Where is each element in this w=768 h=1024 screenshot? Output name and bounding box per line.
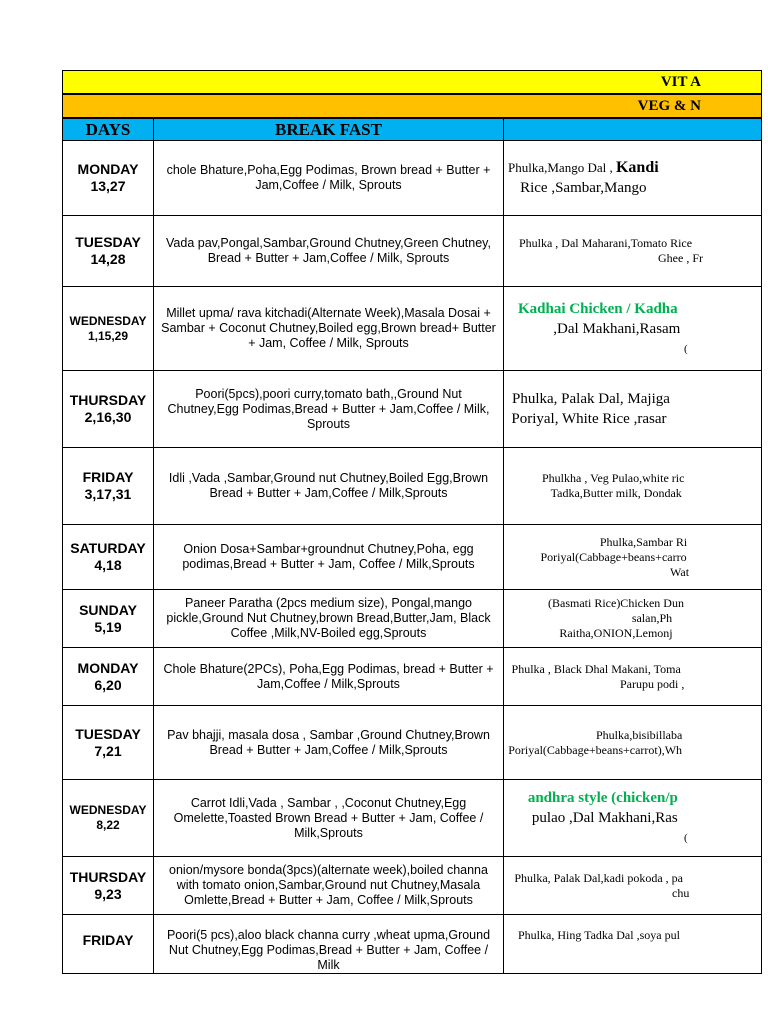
lunch-line: Phulka , Dal Maharani,Tomato Rice	[518, 236, 693, 250]
table-row-day	[62, 215, 154, 287]
table-row-lunch	[503, 779, 762, 857]
table-row-breakfast	[153, 215, 504, 287]
lunch-line: Phulka,Sambar Ri	[599, 534, 688, 549]
lunch-line: chu	[672, 885, 690, 900]
header-lunch	[503, 118, 762, 141]
table-row-breakfast	[153, 140, 504, 216]
lunch-line: Phulkha , Veg Pulao,white ric	[542, 471, 685, 485]
table-row-breakfast	[153, 286, 504, 371]
header-days	[62, 118, 154, 141]
day-name: SATURDAY	[70, 540, 146, 556]
breakfast-text: Pav bhajji, masala dosa , Sambar ,Ground Chutney,Brown Bread + Butter + Jam,Coffee / Milk,Sprouts	[167, 727, 490, 757]
sheet-title: VIT A	[660, 73, 701, 90]
table-row-breakfast	[153, 447, 504, 525]
subtitle-banner	[62, 94, 762, 118]
lunch-line: Tadka,Butter milk, Dondak	[550, 486, 682, 500]
breakfast-text: Poori(5 pcs),aloo black channa curry ,wheat upma,Ground Nut Chutney,Egg Podimas,Bread + Butter + Jam, Coffee / Milk	[166, 928, 491, 972]
breakfast-text: onion/mysore bonda(3pcs)(alternate week),boiled channa with tomato onion,Sambar,Ground nut Chutney,Masala Omlette,Bread + Butter + Jam, Coffee / Milk,Sprouts	[169, 863, 488, 907]
table-row-day	[62, 370, 154, 448]
day-name: WEDNESDAY	[69, 803, 147, 817]
lunch-line: (	[684, 832, 688, 844]
lunch-line: Phulka, Palak Dal, Majiga	[512, 391, 670, 407]
table-row-day	[62, 705, 154, 780]
day-dates: 4,18	[94, 557, 122, 573]
day-name: WEDNESDAY	[69, 313, 147, 328]
table-row-lunch	[503, 286, 762, 371]
table-row-day	[62, 779, 154, 857]
lunch-line: (Basmati Rice)Chicken Dun	[548, 596, 684, 610]
table-row-day	[62, 447, 154, 525]
table-row-lunch	[503, 370, 762, 448]
table-row-breakfast	[153, 856, 504, 915]
day-name: THURSDAY	[69, 392, 147, 408]
table-row-lunch	[503, 647, 762, 706]
table-row-breakfast	[153, 524, 504, 590]
day-name: TUESDAY	[75, 234, 141, 250]
day-dates: 2,16,30	[84, 409, 132, 425]
breakfast-text: chole Bhature,Poha,Egg Podimas, Brown bread + Butter + Jam,Coffee / Milk, Sprouts	[166, 163, 491, 192]
table-row-day	[62, 856, 154, 915]
day-dates: 13,27	[90, 178, 126, 194]
day-dates: 5,19	[94, 618, 122, 635]
breakfast-text: Chole Bhature(2PCs), Poha,Egg Podimas, bread + Butter + Jam,Coffee / Milk,Sprouts	[163, 661, 494, 691]
day-name: THURSDAY	[69, 868, 147, 885]
day-dates: 9,23	[94, 885, 122, 902]
table-row-lunch	[503, 140, 762, 216]
day-dates: 7,21	[94, 742, 122, 759]
lunch-line: Parupu podi ,	[620, 676, 685, 691]
day-name: MONDAY	[77, 161, 139, 177]
breakfast-text: Idli ,Vada ,Sambar,Ground nut Chutney,Boiled Egg,Brown Bread + Butter + Jam,Coffee / Milk,Sprouts	[168, 471, 489, 500]
lunch-line: Phulka,Mango Dal ,	[508, 160, 616, 175]
lunch-line: ,Dal Makhani,Rasam	[553, 320, 681, 337]
lunch-line: Phulka, Palak Dal,kadi pokoda , pa	[514, 870, 683, 885]
header-breakfast	[153, 118, 504, 141]
day-name: FRIDAY	[82, 932, 134, 948]
lunch-line: pulao ,Dal Makhani,Ras	[531, 810, 678, 826]
lunch-line: Poriyal(Cabbage+beans+carro	[540, 549, 687, 564]
day-dates: 8,22	[96, 818, 120, 832]
lunch-line-highlight: andhra style (chicken/p	[527, 790, 678, 806]
table-row-day	[62, 647, 154, 706]
table-row-lunch	[503, 856, 762, 915]
breakfast-text: Poori(5pcs),poori curry,tomato bath,,Ground Nut Chutney,Egg Podimas,Bread + Butter + Jam,Coffee / Milk, Sprouts	[167, 386, 490, 431]
breakfast-text: Millet upma/ rava kitchadi(Alternate Week),Masala Dosai + Sambar + Coconut Chutney,Boiled egg,Brown bread+ Butter + Jam, Coffee / Milk, Sprouts	[161, 306, 496, 350]
header-breakfast-label: BREAK FAST	[275, 119, 382, 139]
table-row-day	[62, 140, 154, 216]
day-dates: 1,15,29	[87, 328, 129, 343]
table-row-lunch	[503, 447, 762, 525]
table-row-breakfast	[153, 914, 504, 974]
lunch-line: Wat	[670, 564, 690, 579]
breakfast-text: Vada pav,Pongal,Sambar,Ground Chutney,Green Chutney, Bread + Butter + Jam,Coffee / Milk, Sprouts	[166, 236, 491, 265]
lunch-line: Ghee , Fr	[658, 251, 703, 265]
lunch-line: salan,Ph	[631, 611, 673, 625]
table-row-breakfast	[153, 647, 504, 706]
lunch-line: Phulka , Black Dhal Makani, Toma	[511, 661, 681, 676]
day-name: TUESDAY	[75, 725, 141, 742]
table-row-breakfast	[153, 370, 504, 448]
lunch-line: Poriyal(Cabbage+beans+carrot),Wh	[508, 742, 683, 757]
lunch-line-bold: Kandi	[615, 159, 659, 176]
table-row-lunch	[503, 589, 762, 648]
table-row-breakfast	[153, 779, 504, 857]
day-name: SUNDAY	[79, 601, 137, 618]
day-dates: 3,17,31	[84, 486, 132, 502]
table-row-day	[62, 589, 154, 648]
title-banner	[62, 70, 762, 94]
table-row-lunch	[503, 215, 762, 287]
table-row-lunch	[503, 705, 762, 780]
lunch-line: Poriyal, White Rice ,rasar	[511, 411, 667, 427]
day-name: MONDAY	[77, 659, 139, 676]
table-row-day	[62, 914, 154, 974]
lunch-line: (	[684, 342, 688, 355]
table-row-day	[62, 286, 154, 371]
lunch-line: Rice ,Sambar,Mango	[520, 180, 647, 196]
breakfast-text: Carrot Idli,Vada , Sambar , ,Coconut Chutney,Egg Omelette,Toasted Brown Bread + Butter + Jam, Coffee / Milk,Sprouts	[173, 795, 484, 840]
table-row-lunch	[503, 914, 762, 974]
day-dates: 6,20	[94, 676, 122, 693]
breakfast-text: Paneer Paratha (2pcs medium size), Pongal,mango pickle,Ground Nut Chutney,brown Bread,Butter,Jam, Black Coffee ,Milk,NV-Boiled egg,Sprouts	[166, 596, 491, 640]
table-row-breakfast	[153, 705, 504, 780]
day-name: FRIDAY	[82, 469, 134, 485]
breakfast-text: Onion Dosa+Sambar+groundnut Chutney,Poha, egg podimas,Bread + Butter + Jam, Coffee / Milk,Sprouts	[182, 542, 475, 571]
lunch-line-highlight: Kadhai Chicken / Kadha	[518, 300, 678, 317]
lunch-line: Raitha,ONION,Lemonj	[559, 626, 673, 640]
lunch-line: Phulka,bisibillaba	[596, 727, 683, 742]
header-days-label: DAYS	[85, 119, 131, 139]
sheet-subtitle: VEG & N	[637, 97, 701, 114]
day-dates: 14,28	[90, 251, 126, 267]
lunch-line: Phulka, Hing Tadka Dal ,soya pul	[518, 928, 680, 942]
table-row-breakfast	[153, 589, 504, 648]
table-row-lunch	[503, 524, 762, 590]
table-row-day	[62, 524, 154, 590]
